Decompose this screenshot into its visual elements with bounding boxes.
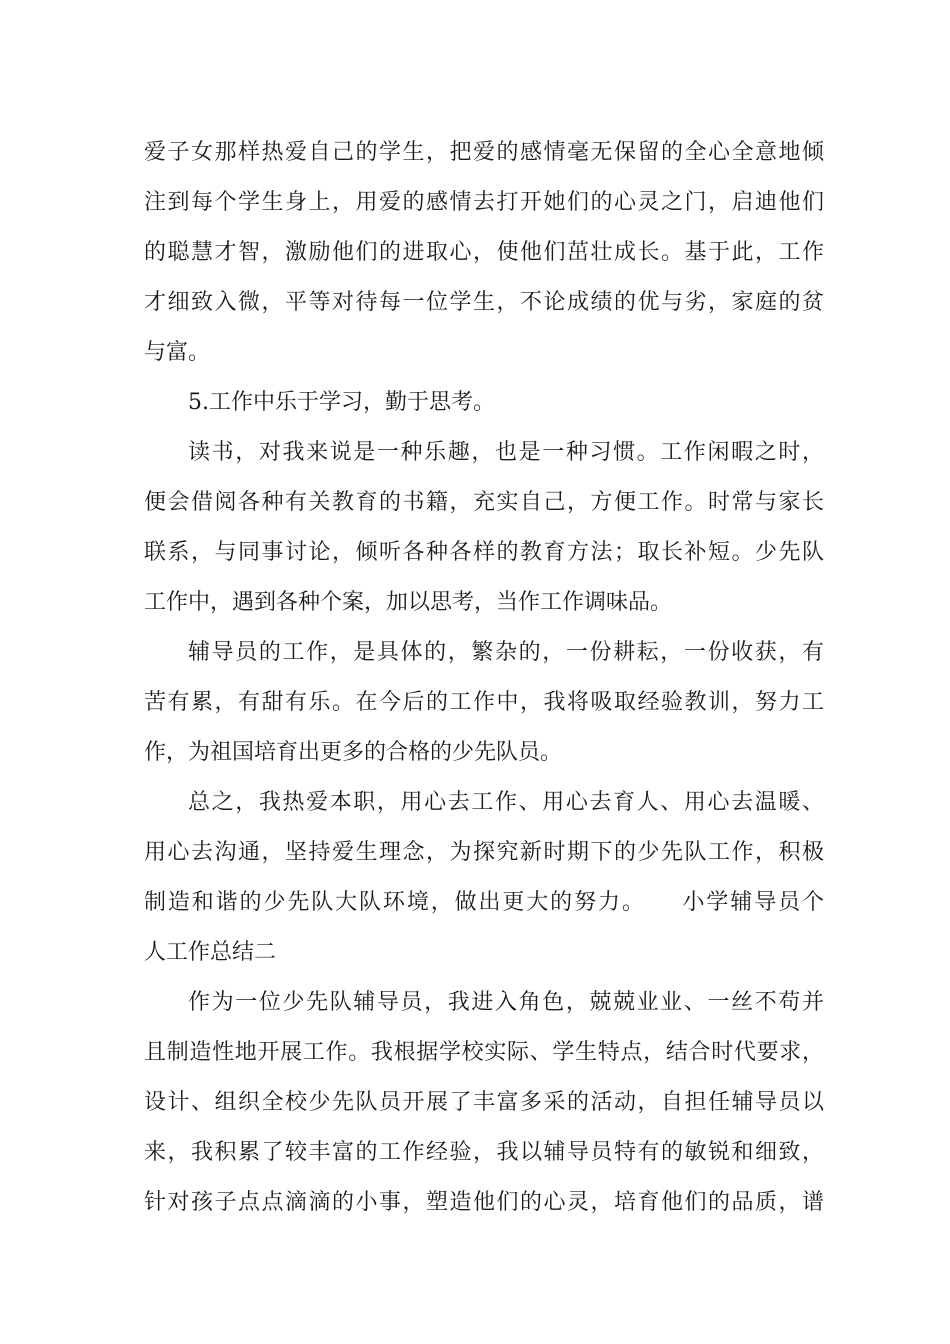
text-line: 且制造性地开展工作。我根据学校实际、学生特点，结合时代要求， [144, 1040, 824, 1065]
text-line: 设计、组织全校少先队员开展了丰富多采的活动，自担任辅导员以 [144, 1090, 824, 1115]
text-line: 辅导员的工作，是具体的，繁杂的，一份耕耘，一份收获，有 [188, 640, 824, 665]
text-line: 的聪慧才智，激励他们的进取心，使他们茁壮成长。基于此，工作 [144, 240, 824, 265]
text-line: 读书，对我来说是一种乐趣，也是一种习惯。工作闲暇之时， [188, 440, 824, 465]
text-line: 来，我积累了较丰富的工作经验，我以辅导员特有的敏锐和细致， [144, 1140, 824, 1165]
document-title: 人工作总结二 [144, 940, 277, 965]
text-line: 工作中，遇到各种个案，加以思考，当作工作调味品。 [144, 590, 673, 615]
text-line: 与富。 [144, 340, 211, 365]
text-line: 注到每个学生身上，用爱的感情去打开她们的心灵之门，启迪他们 [144, 190, 824, 215]
text-line: 作，为祖国培育出更多的合格的少先队员。 [144, 740, 563, 765]
text-line: 总之，我热爱本职，用心去工作、用心去育人、用心去温暖、 [188, 790, 824, 815]
text-line: 制造和谐的少先队大队环境，做出更大的努力。 小学辅导员个 [144, 890, 824, 915]
text-line: 联系，与同事讨论，倾听各种各样的教育方法；取长补短。少先队 [144, 540, 824, 565]
text-line: 作为一位少先队辅导员，我进入角色，兢兢业业、一丝不苟并 [188, 990, 824, 1015]
text-line: 针对孩子点点滴滴的小事，塑造他们的心灵，培育他们的品质，谱 [144, 1190, 824, 1215]
text-line: 才细致入微，平等对待每一位学生，不论成绩的优与劣，家庭的贫 [144, 290, 824, 315]
text-line: 爱子女那样热爱自己的学生，把爱的感情毫无保留的全心全意地倾 [144, 140, 824, 165]
text-line: 便会借阅各种有关教育的书籍，充实自己，方便工作。时常与家长 [144, 490, 824, 515]
text-line: 用心去沟通，坚持爱生理念，为探究新时期下的少先队工作，积极 [144, 840, 824, 865]
body-text [144, 128, 824, 1228]
section-heading: 5.工作中乐于学习，勤于思考。 [188, 390, 495, 415]
text-line: 苦有累，有甜有乐。在今后的工作中，我将吸取经验教训，努力工 [144, 690, 824, 715]
